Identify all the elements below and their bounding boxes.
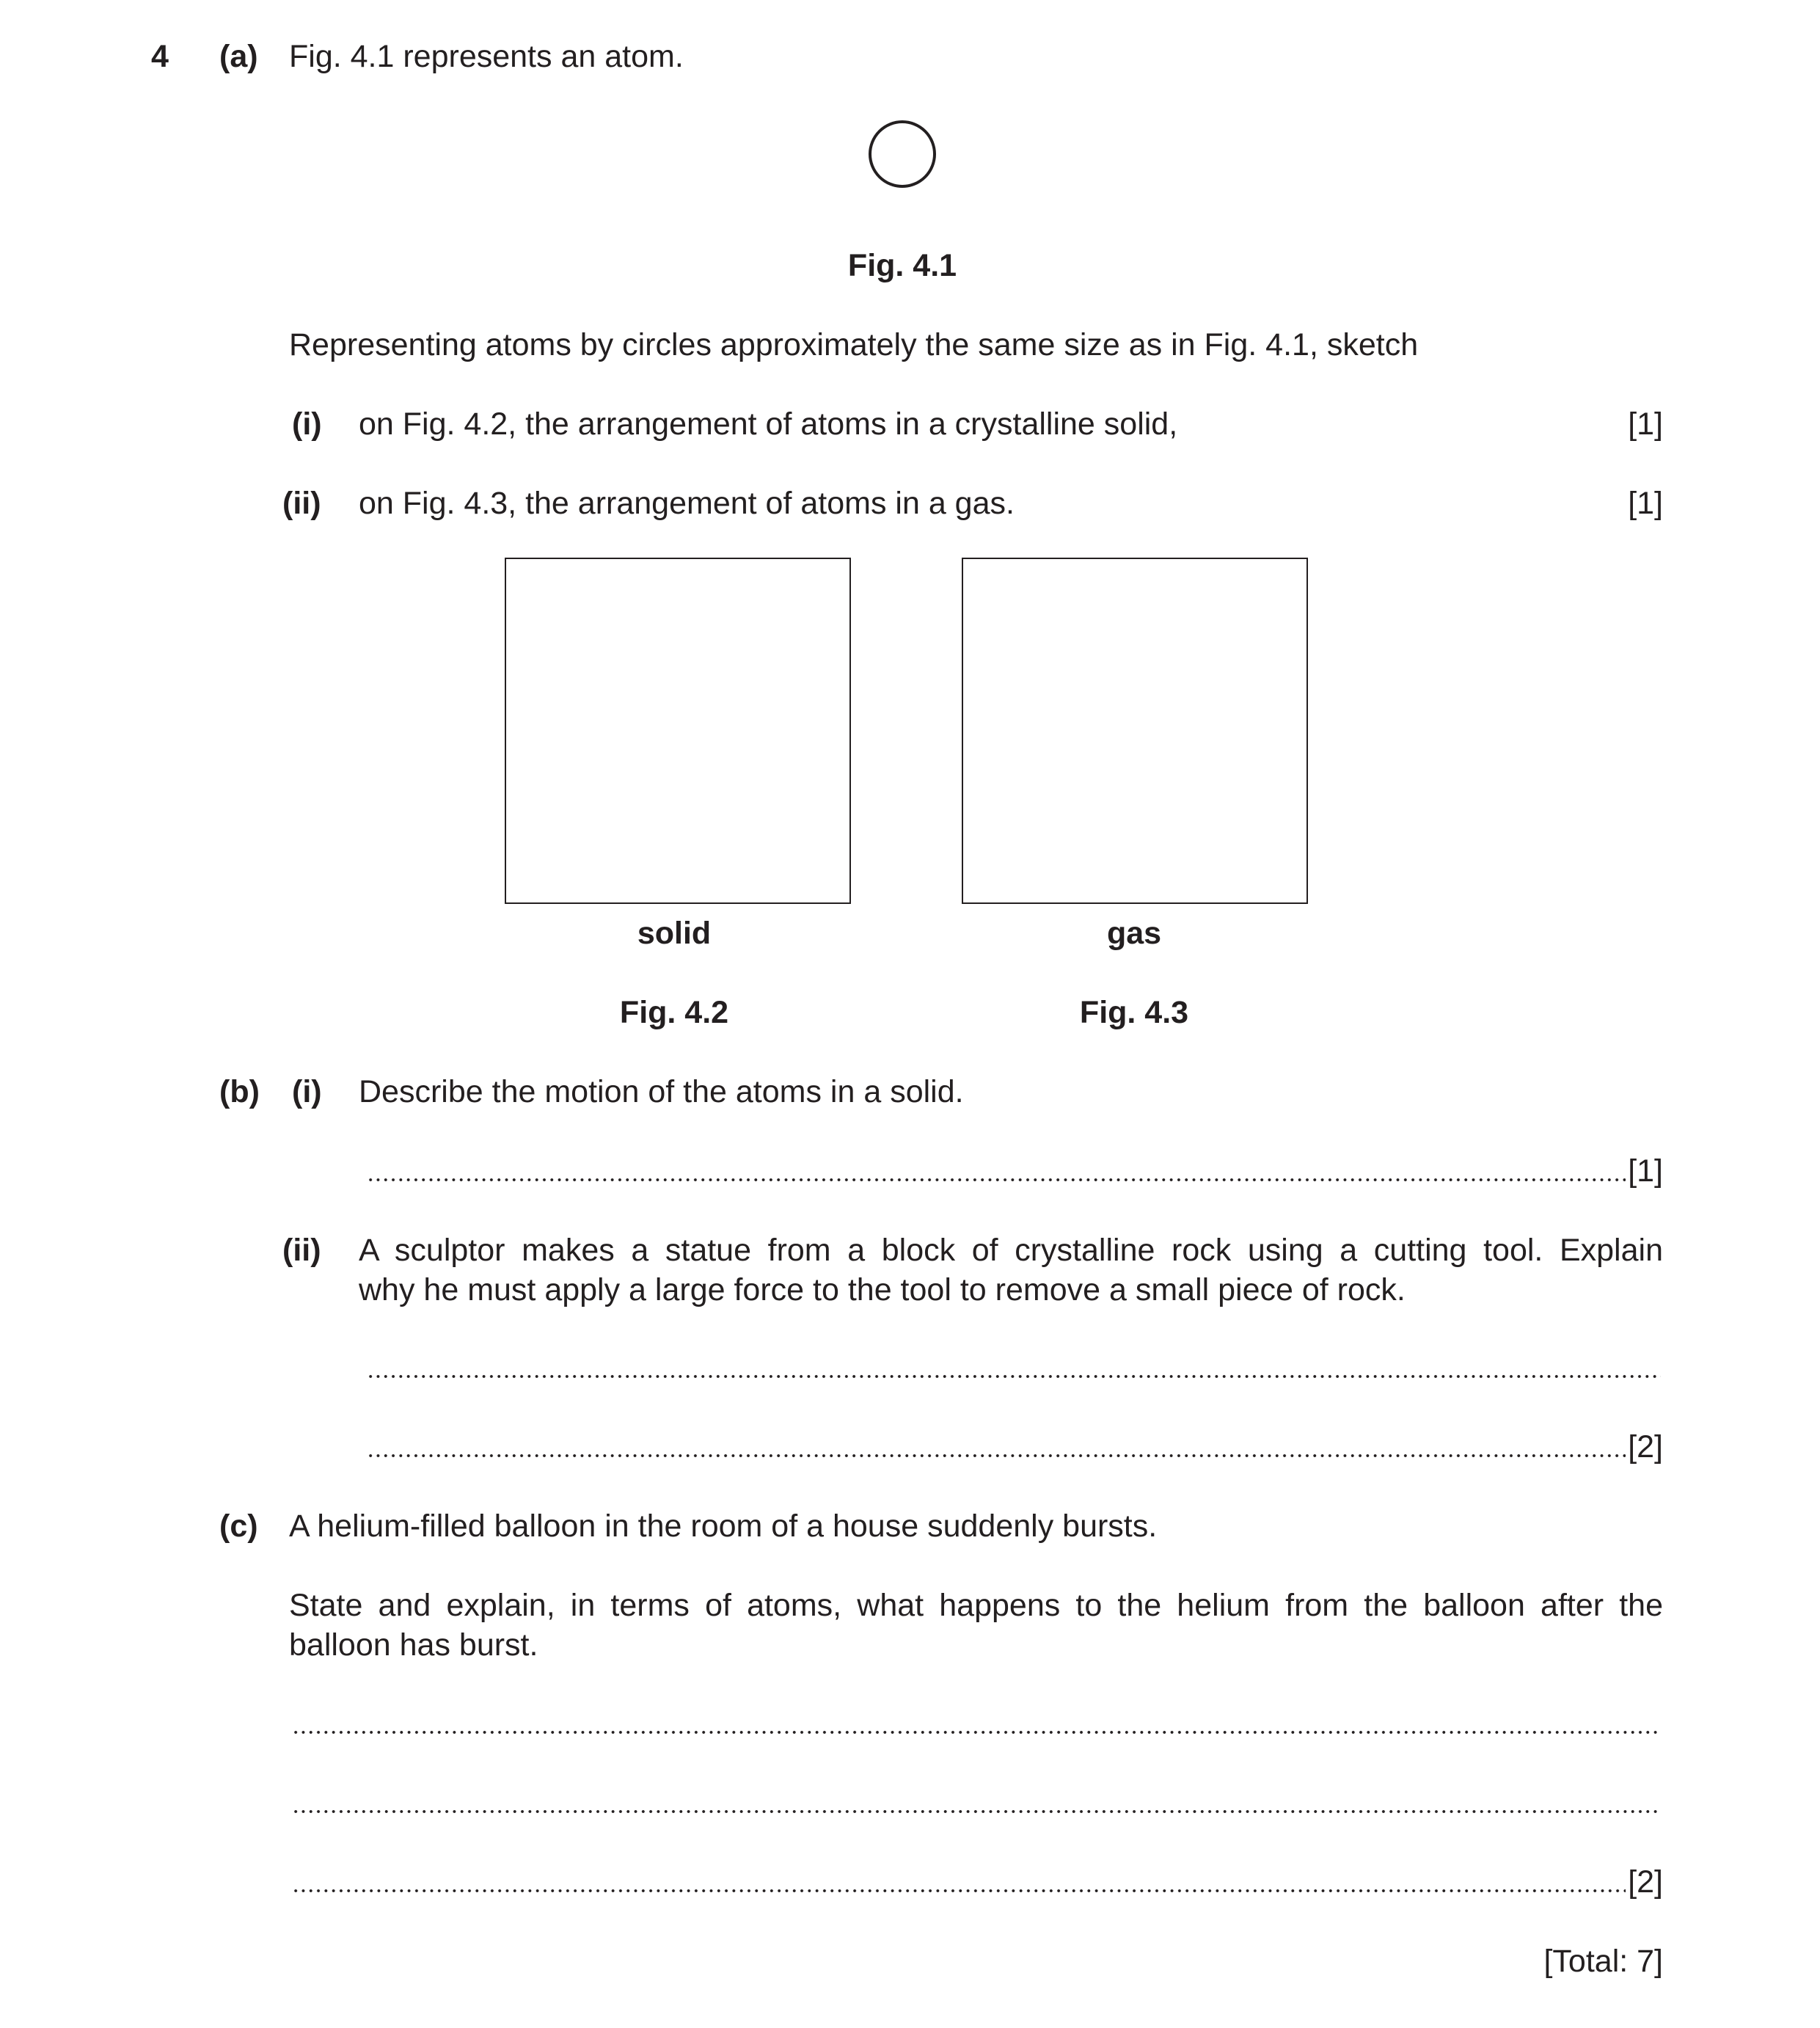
part-b-label: (b): [219, 1074, 260, 1109]
part-a-ii-label: (ii): [282, 486, 321, 521]
part-a-ii-marks: [1]: [1628, 486, 1663, 521]
fig-4-2-caption: Fig. 4.2: [619, 995, 729, 1030]
part-b-ii-marks: [2]: [1628, 1429, 1663, 1465]
part-a-i-text: on Fig. 4.2, the arrangement of atoms in a crystalline solid,: [359, 406, 1178, 442]
part-a-intro: Fig. 4.1 represents an atom.: [289, 39, 684, 74]
question-number: 4: [151, 39, 169, 74]
part-c-marks: [2]: [1628, 1864, 1663, 1900]
answer-line-c-3[interactable]: [292, 1889, 1626, 1893]
total-marks: [Total: 7]: [1543, 1944, 1663, 1979]
solid-sketch-box[interactable]: [505, 558, 851, 904]
fig-4-3-label: gas: [1106, 916, 1162, 951]
part-b-i-text: Describe the motion of the atoms in a solid.: [359, 1074, 964, 1109]
answer-line-c-1[interactable]: [292, 1730, 1661, 1735]
answer-line-b-ii-2[interactable]: [367, 1453, 1626, 1458]
part-b-ii-label: (ii): [282, 1233, 321, 1268]
part-a-i-label: (i): [292, 406, 322, 442]
part-b-ii-line1: A sculptor makes a statue from a block of crystalline rock using a cutting tool. Explain: [359, 1233, 1663, 1268]
part-a-instruction: Representing atoms by circles approximately the same size as in Fig. 4.1, sketch: [289, 327, 1419, 362]
fig-4-3-caption: Fig. 4.3: [1079, 995, 1189, 1030]
part-c-label: (c): [219, 1509, 258, 1544]
part-b-i-marks: [1]: [1628, 1153, 1663, 1189]
fig-4-1-caption: Fig. 4.1: [847, 248, 957, 283]
part-a-ii-text: on Fig. 4.3, the arrangement of atoms in a gas.: [359, 486, 1015, 521]
part-a-i-marks: [1]: [1628, 406, 1663, 442]
part-a-label: (a): [219, 39, 258, 74]
answer-line-b-ii-1[interactable]: [367, 1374, 1661, 1379]
part-b-i-label: (i): [292, 1074, 322, 1109]
answer-line-b-i[interactable]: [367, 1178, 1626, 1182]
fig-4-2-label: solid: [637, 916, 712, 951]
gas-sketch-box[interactable]: [962, 558, 1308, 904]
part-c-line1: State and explain, in terms of atoms, what happens to the helium from the balloon after the: [289, 1588, 1663, 1623]
answer-line-c-2[interactable]: [292, 1809, 1661, 1814]
part-b-ii-line2: why he must apply a large force to the tool to remove a small piece of rock.: [359, 1272, 1406, 1307]
part-c-line2: balloon has burst.: [289, 1627, 538, 1663]
part-c-text: A helium-filled balloon in the room of a house suddenly bursts.: [289, 1509, 1158, 1544]
atom-circle: [866, 117, 939, 191]
